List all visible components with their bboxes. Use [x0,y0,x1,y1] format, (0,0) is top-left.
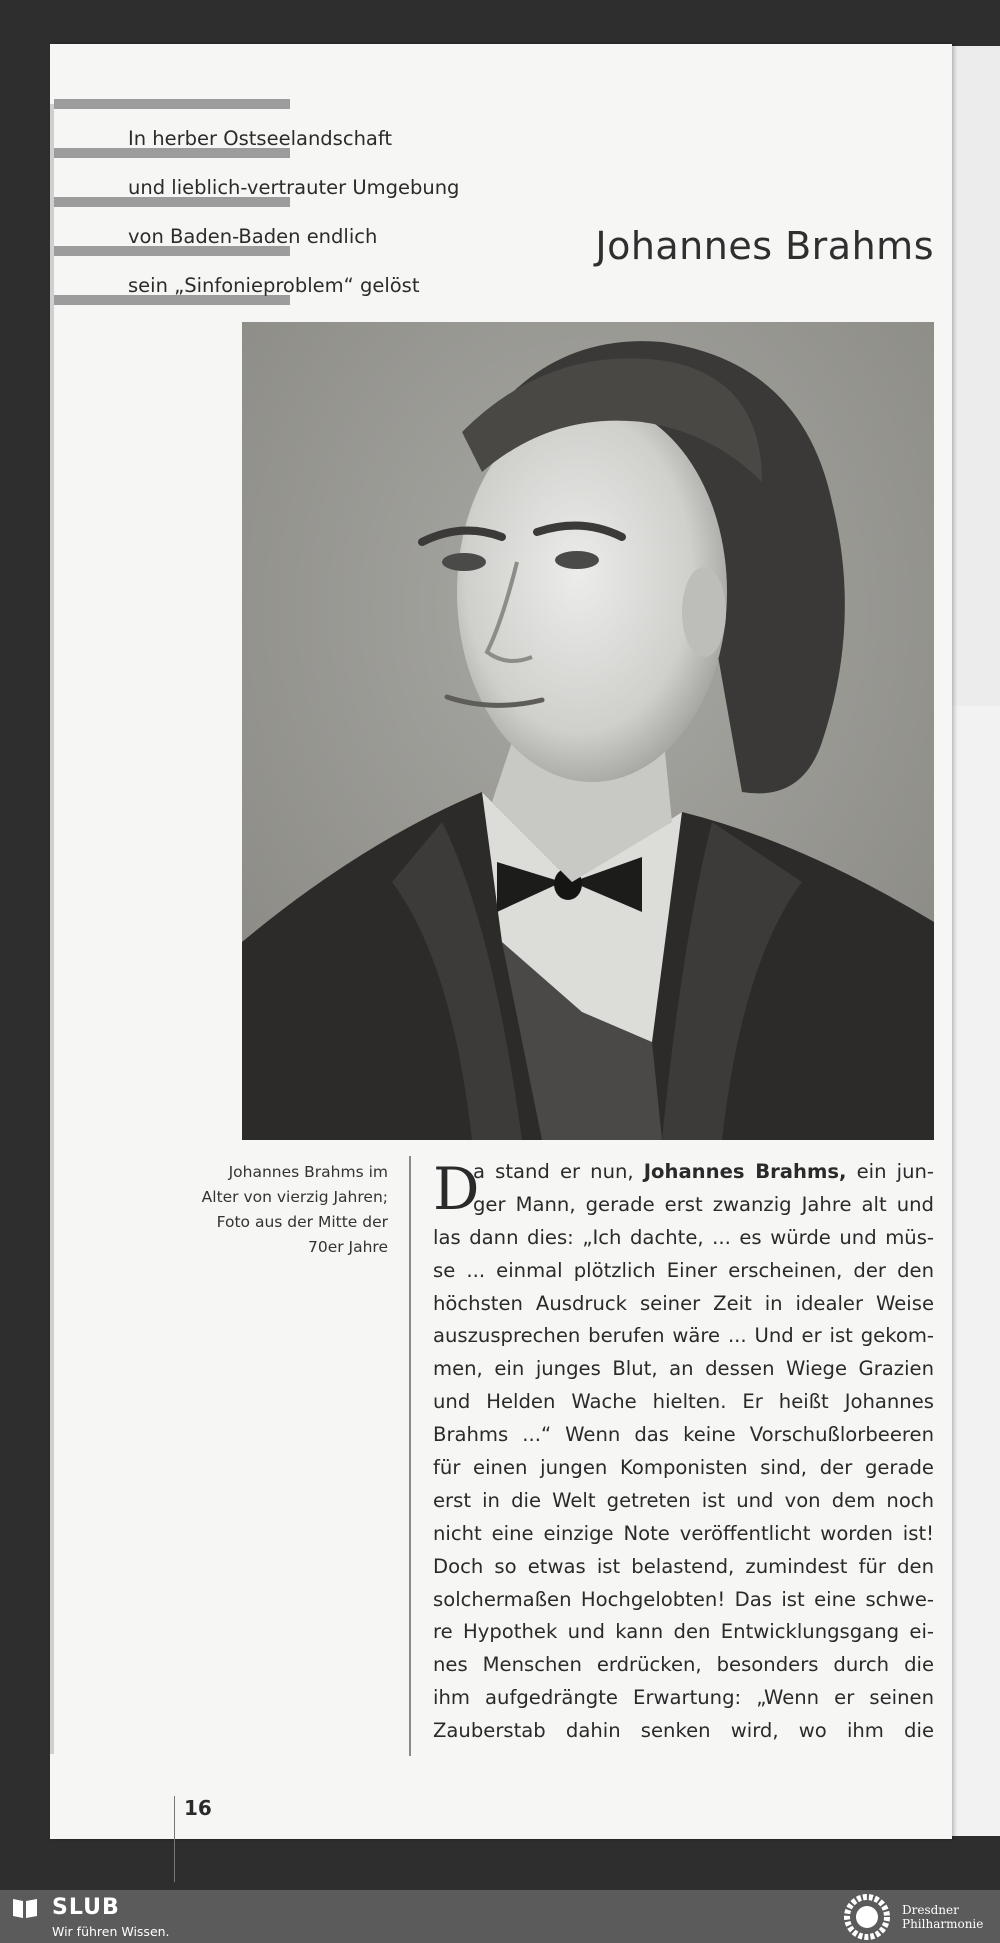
body-line: re Hypothek und kann den Entwicklungsgang ei- [433,1620,934,1644]
body-line: ihm aufgedrängte Erwartung: „Wenn er seinen [433,1686,934,1710]
tagline-line: und lieblich-vertrauter Umgebung [128,176,460,199]
body-line: Doch so etwas ist belastend, zumindest für den [433,1554,934,1578]
partner-name-line: Philharmonie [902,1917,984,1931]
body-line: ger Mann, gerade erst zwanzig Jahre alt und [473,1192,934,1216]
page-number-rule [174,1796,175,1882]
body-line: nicht eine einzige Note veröffentlicht worden ist! [433,1521,934,1545]
body-line: auszusprechen berufen wäre ... Und er ist gekom- [433,1324,934,1348]
tagline-line: von Baden-Baden endlich [128,225,378,248]
article-title: Johannes Brahms [595,224,934,268]
body-line-post: ein jun- [846,1160,934,1183]
portrait-photo-icon [242,322,934,1140]
body-line: höchsten Ausdruck seiner Zeit in idealer Weise [433,1291,934,1315]
page-number: 16 [184,1796,212,1820]
body-line: und Helden Wache hielten. Er heißt Johannes [433,1390,934,1414]
column-rule [409,1156,411,1756]
document-page [50,44,952,1839]
adjacent-page-edge [952,46,1000,1836]
body-line [433,1156,934,1189]
body-line: nes Menschen erdrücken, besonders durch die [433,1653,934,1677]
body-line-pre: a stand er nun, [473,1160,644,1183]
caption-line: Alter von vierzig Jahren; [201,1188,388,1206]
body-line: se ... einmal plötzlich Einer erscheinen, der den [433,1258,934,1282]
circle-emblem-icon[interactable] [842,1894,892,1940]
portrait-photo [242,322,934,1140]
body-bold-name: Johannes Brahms, [643,1160,847,1183]
caption-line: Foto aus der Mitte der [216,1213,388,1231]
body-line: solchermaßen Hochgelobten! Das ist eine schwe- [433,1587,934,1611]
tagline-line: sein „Sinfonieproblem“ gelöst [128,274,420,297]
partner-name-line: Dresdner [902,1903,959,1917]
body-line: für einen jungen Komponisten sind, der gerade [433,1456,934,1480]
body-line: men, ein junges Blut, an dessen Wiege Grazien [433,1357,934,1381]
body-line: Brahms ...“ Wenn das keine Vorschußlorbeeren [433,1423,934,1447]
drop-cap: D [433,1155,480,1223]
decorative-stripe [54,99,290,109]
body-line: las dann dies: „Ich dachte, ... es würde und müs- [433,1225,934,1249]
photo-caption [146,1160,388,1260]
page-binding-edge [50,104,54,1754]
body-line: Zauberstab dahin senken wird, wo ihm die [433,1719,934,1743]
slub-logo-text[interactable]: SLUB [52,1895,120,1920]
body-line: erst in die Welt getreten ist und von dem noch [433,1488,934,1512]
book-icon[interactable] [12,1897,38,1919]
caption-line: Johannes Brahms im [228,1163,388,1181]
caption-line: 70er Jahre [307,1238,388,1256]
body-text [433,1156,934,1748]
partner-logo-text[interactable] [902,1903,998,1931]
tagline [128,114,528,310]
slub-slogan: Wir führen Wissen. [52,1924,170,1939]
adjacent-page-shade [952,706,1000,1836]
tagline-line: In herber Ostseelandschaft [128,127,393,150]
